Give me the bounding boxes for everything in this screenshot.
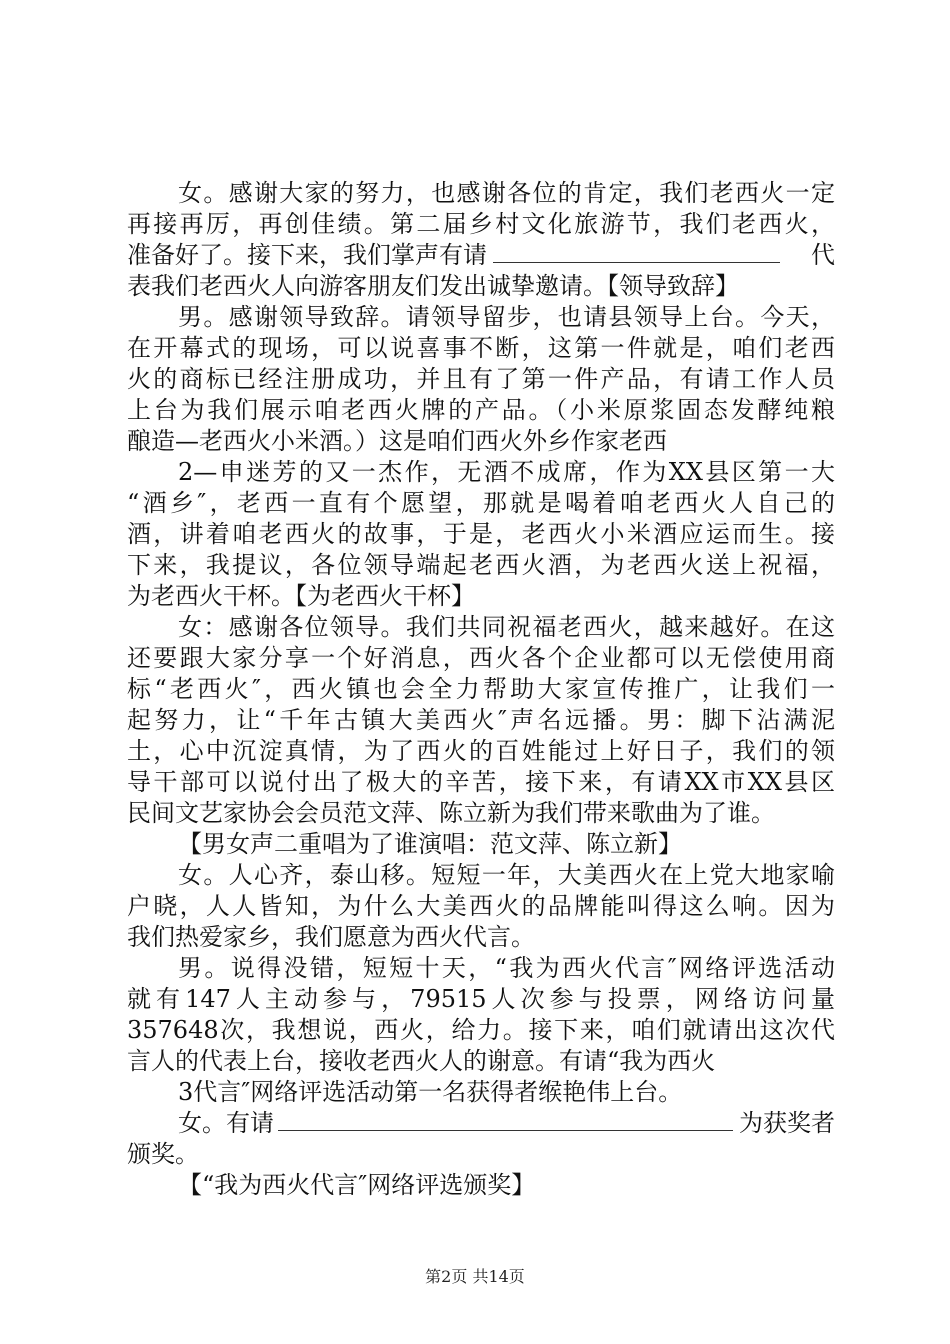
paragraph-9: [127, 1108, 835, 1170]
text-line: 火的商标已经注册成功，并且有了第一件产品，有请工作人员: [127, 365, 835, 393]
text-line: 【“我为西火代言″网络评选颁奖】: [178, 1171, 536, 1199]
text-segment: 准备好了。接下来，我们掌声有请: [127, 241, 487, 269]
text-line: [127, 240, 835, 271]
text-line: 女。感谢大家的努力，也感谢各位的肯定，我们老西火一定: [178, 179, 835, 207]
text-line: [127, 1108, 835, 1139]
text-segment: 女。有请: [178, 1109, 274, 1137]
text-line: 酒，讲着咱老西火的故事，于是，老西火小米酒应运而生。接: [127, 520, 835, 548]
text-segment: 代: [811, 241, 835, 269]
text-line: “酒乡″，老西一直有个愿望，那就是喝着咱老西火人自己的: [127, 489, 835, 517]
text-line: 357648次，我想说，西火，给力。接下来，咱们就请出这次代: [127, 1016, 835, 1044]
text-line: 还要跟大家分享一个好消息，西火各个企业都可以无偿使用商: [127, 644, 835, 672]
text-line: 下来，我提议，各位领导端起老西火酒，为老西火送上祝福，: [127, 551, 835, 579]
document-body: [127, 178, 835, 1201]
text-line: 男。说得没错，短短十天，“我为西火代言″网络评选活动: [178, 954, 835, 982]
fill-in-blank: [493, 242, 780, 263]
text-line: 颁奖。: [127, 1140, 199, 1168]
text-line: 女：感谢各位领导。我们共同祝福老西火，越来越好。在这: [178, 613, 835, 641]
text-line: 男。感谢领导致辞。请领导留步，也请县领导上台。今天，: [178, 303, 835, 331]
text-segment: 为获奖者: [739, 1109, 835, 1137]
fill-in-blank: [278, 1110, 733, 1131]
text-line: 【男女声二重唱为了谁演唱：范文萍、陈立新】: [178, 830, 682, 858]
text-line: 民间文艺家协会会员范文萍、陈立新为我们带来歌曲为了谁。: [127, 799, 775, 827]
paragraph-7: [127, 953, 835, 1077]
text-line: 3代言″网络评选活动第一名获得者缑艳伟上台。: [178, 1078, 683, 1106]
paragraph-2: [127, 302, 835, 457]
text-line: 为老西火干杯。【为老西火干杯】: [127, 582, 475, 610]
paragraph-4: [127, 612, 835, 829]
text-line: 表我们老西火人向游客朋友们发出诚挚邀请。【领导致辞】: [127, 272, 739, 300]
text-line: 我们热爱家乡，我们愿意为西火代言。: [127, 923, 535, 951]
text-line: 起努力，让“千年古镇大美西火″声名远播。男：脚下沾满泥: [127, 706, 835, 734]
paragraph-8: [127, 1077, 835, 1108]
text-line: 导干部可以说付出了极大的辛苦，接下来，有请XX市XX县区: [127, 768, 835, 796]
text-line: 就有147人主动参与，79515人次参与投票，网络访问量: [127, 985, 835, 1013]
text-line: 在开幕式的现场，可以说喜事不断，这第一件就是，咱们老西: [127, 334, 835, 362]
text-line: 标“老西火″，西火镇也会全力帮助大家宣传推广，让我们一: [127, 675, 835, 703]
paragraph-6: [127, 860, 835, 953]
text-line: 上台为我们展示咱老西火牌的产品。（小米原浆固态发酵纯粮: [127, 396, 835, 424]
text-line: 女。人心齐，泰山移。短短一年，大美西火在上党大地家喻: [178, 861, 835, 889]
text-line: 2—申迷芳的又一杰作，无酒不成席，作为XX县区第一大: [178, 458, 835, 486]
text-line: 再接再厉，再创佳绩。第二届乡村文化旅游节，我们老西火，: [127, 210, 835, 238]
text-line: 户晓，人人皆知，为什么大美西火的品牌能叫得这么响。因为: [127, 892, 835, 920]
paragraph-5: [127, 829, 835, 860]
paragraph-3: [127, 457, 835, 612]
paragraph-10: [127, 1170, 835, 1201]
text-line: 言人的代表上台，接收老西火人的谢意。有请“我为西火: [127, 1047, 716, 1075]
page-number-footer: 第2页 共14页: [425, 1267, 525, 1286]
text-line: 酿造—老西火小米酒。）这是咱们西火外乡作家老西: [127, 427, 667, 455]
paragraph-1: [127, 178, 835, 302]
text-line: 土，心中沉淀真情，为了西火的百姓能过上好日子，我们的领: [127, 737, 835, 765]
